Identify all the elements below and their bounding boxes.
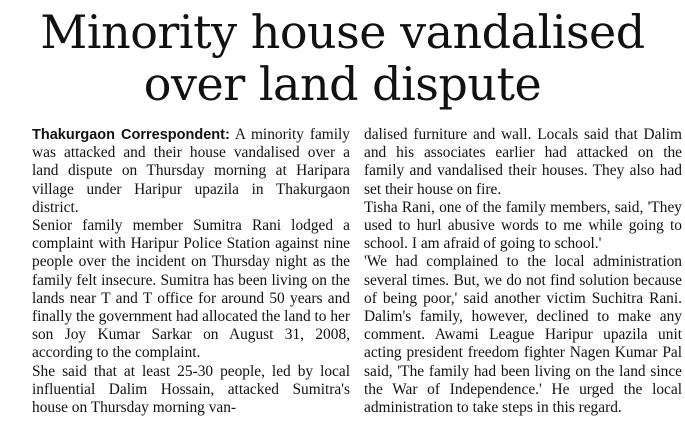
paragraph-2: Senior family member Sumitra Rani lodged a complaint with Haripur Police Station against nine people over the incident on Thursday night as the family felt insecure. Sumitra has been living on the lands near T and T office for around 50 years and finally the government had allocated the land to her son Joy Kumar Sarkar on August 31, 2008, according to the complaint. — [32, 217, 350, 362]
headline-line-1: Minority house vandalised — [40, 5, 645, 59]
paragraph-4: dalised furniture and wall. Locals said that Dalim and his associates earlier had attacked on the family and vandalised their houses. They also had set their house on fire. — [364, 126, 682, 198]
paragraph-1-text: A minority family was attacked and their house vandalised over a land dispute on Thursday morning at Haripara village under Haripur upazila in Thakurgaon district. — [32, 126, 350, 216]
paragraph-6: 'We had complained to the local administration several times. But, we do not find solution because of being poor,' said another victim Suchitra Rani. Dalim's family, however, declined to make any comment. Awami League Haripur upazila unit acting president freedom fighter Nagen Kumar Pal said, 'The family had been living on the land since the War of Independence.' He urged the local administration to take steps in this regard. — [364, 253, 682, 417]
paragraph-3: She said that at least 25-30 people, led by local influential Dalim Hossain, attacked Sumitra's house on Thursday morning van- — [32, 362, 350, 417]
headline-line-2: over land dispute — [143, 57, 542, 111]
article-column-left — [32, 126, 350, 417]
article-column-right — [364, 126, 682, 417]
headline — [0, 6, 685, 110]
paragraph-1 — [32, 126, 350, 217]
paragraph-5: Tisha Rani, one of the family members, said, 'They used to hurl abusive words to me while going to school. I am afraid of going to school.' — [364, 198, 682, 253]
byline: Thakurgaon Correspondent: — [32, 127, 230, 143]
